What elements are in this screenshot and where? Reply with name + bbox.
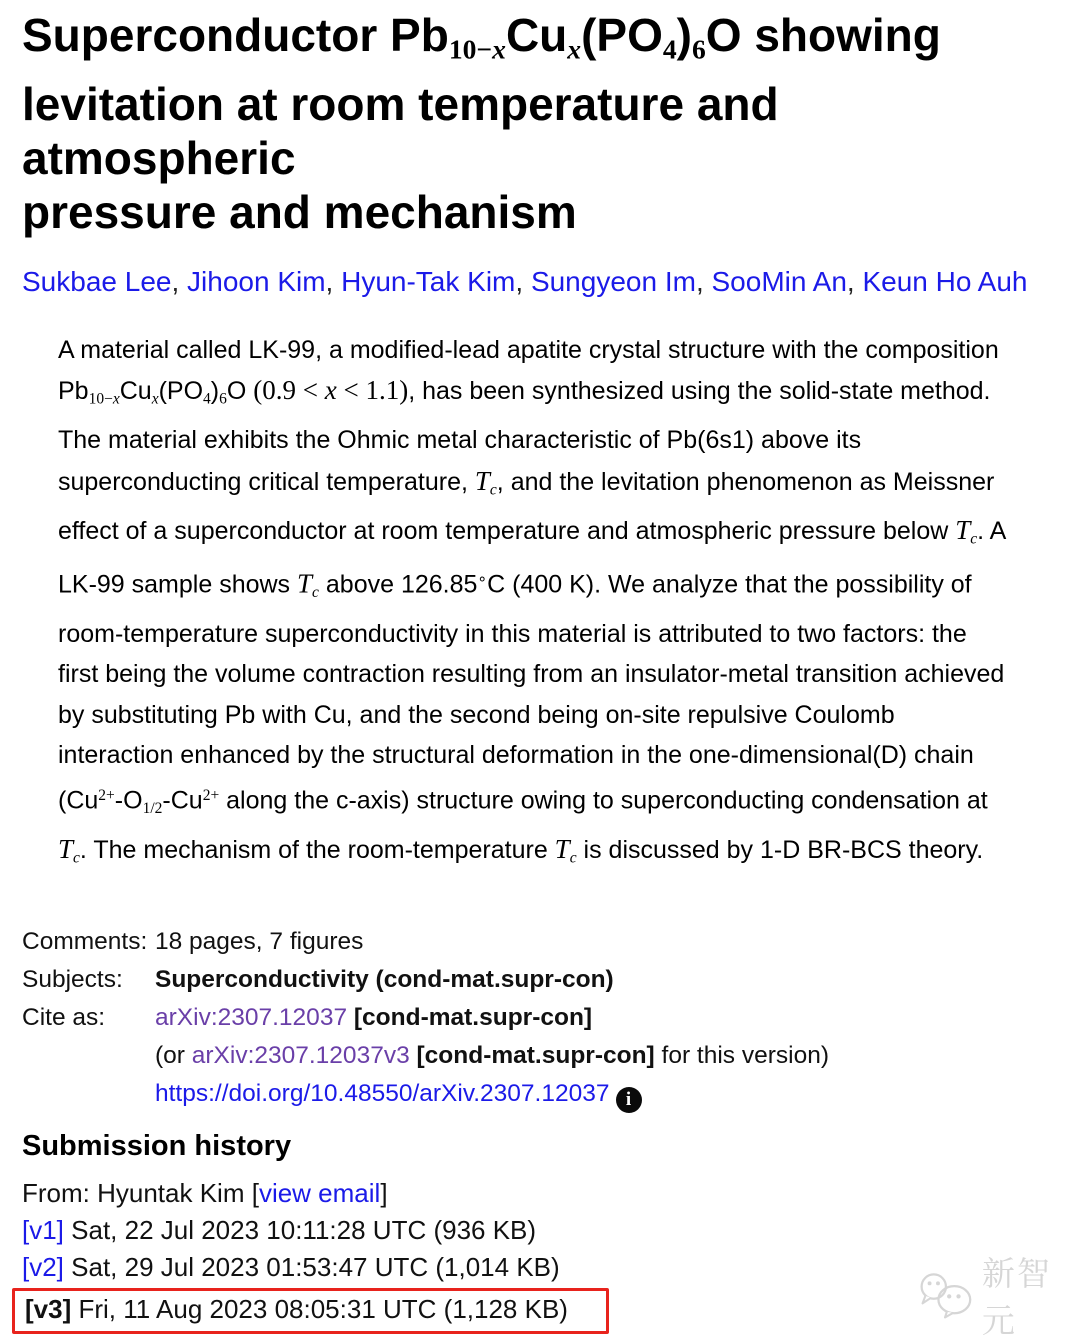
metadata-row bbox=[22, 999, 1052, 1037]
author-list: Sukbae Lee, Jihoon Kim, Hyun-Tak Kim, Sungyeon Im, SooMin An, Keun Ho Auh bbox=[22, 265, 1028, 297]
link[interactable]: arXiv:2307.12037 bbox=[155, 1003, 348, 1031]
info-icon[interactable]: i bbox=[616, 1087, 642, 1113]
metadata-value: arXiv:2307.12037 [cond-mat.supr-con] bbox=[155, 1003, 593, 1031]
watermark-text: 新智元 bbox=[981, 1255, 1052, 1339]
metadata-value bbox=[155, 1075, 1052, 1113]
link[interactable]: [v1] bbox=[22, 1214, 64, 1245]
version-line bbox=[22, 1286, 1052, 1334]
metadata-row bbox=[22, 1075, 1052, 1113]
version-line: [v1] Sat, 22 Jul 2023 10:11:28 UTC (936 KB) bbox=[22, 1214, 537, 1245]
version-line: [v2] Sat, 29 Jul 2023 01:53:47 UTC (1,014 KB) bbox=[22, 1251, 560, 1282]
highlight-box: [v3] Fri, 11 Aug 2023 08:05:31 UTC (1,128 KB) bbox=[12, 1288, 609, 1334]
metadata-label bbox=[22, 1075, 155, 1113]
version-list bbox=[22, 1212, 1052, 1334]
metadata-label: Cite as: bbox=[22, 1003, 106, 1031]
submitter-line: From: Hyuntak Kim [view email] bbox=[22, 1177, 388, 1208]
link[interactable]: [v2] bbox=[22, 1251, 64, 1282]
watermark bbox=[916, 1248, 1080, 1342]
chat-bubbles-icon bbox=[916, 1269, 976, 1321]
metadata-row bbox=[22, 1037, 1052, 1075]
metadata-label bbox=[22, 1037, 155, 1075]
author-link[interactable]: Keun Ho Auh bbox=[862, 265, 1028, 297]
metadata-row bbox=[22, 923, 1052, 961]
author-link[interactable]: Jihoon Kim bbox=[187, 265, 326, 297]
submission-history-heading: Submission history bbox=[22, 1129, 292, 1162]
metadata-value: (or arXiv:2307.12037v3 [cond-mat.supr-con] for this version) bbox=[155, 1041, 829, 1069]
author-link[interactable]: Hyun-Tak Kim bbox=[341, 265, 516, 297]
metadata-label: Comments: bbox=[22, 927, 148, 955]
link[interactable]: arXiv:2307.12037v3 bbox=[191, 1041, 410, 1069]
author-link[interactable]: Sungyeon Im bbox=[530, 265, 696, 297]
metadata-value: 18 pages, 7 figures bbox=[155, 927, 364, 955]
metadata-label: Subjects: bbox=[22, 965, 123, 993]
metadata-row bbox=[22, 961, 1052, 999]
abstract-text: A material called LK-99, a modified-lead apatite crystal structure with the composition Pb10−xCux(PO4)6O (0.9 < x < 1.1), has been synthesized using the solid-state method. The material exhibits the Ohmic metal characteristic of Pb(6s1) above its superconducting critical temperature, Tc, and the levitation phenomenon as Meissner effect of a superconductor at room temperature and atmospheric pressure below Tc. A LK-99 sample shows Tc above 126.85∘C (400 K). We analyze that the possibility of room-temperature superconductivity in this material is attributed to two factors: the first being the volume contraction resulting from an insulator-metal transition achieved by substituting Pb with Cu, and the second being on-site repulsive Coulomb interaction enhanced by the structural deformation in the one-dimensional(D) chain ($Cu^{2+}-O1/2-Cu^{2+}$ along the c-axis) structure owing to superconducting condensation at Tc. The mechanism of the room-temperature Tc is discussed by 1-D BR-BCS theory. bbox=[58, 335, 1005, 867]
page-title: Superconductor Pb10−xCux(PO4)6O showing levitation at room temperature and atmospheric pressure and mechanism bbox=[22, 9, 941, 238]
author-link[interactable]: SooMin An bbox=[711, 265, 847, 297]
metadata-value: Superconductivity (cond-mat.supr-con) bbox=[155, 965, 614, 993]
author-link[interactable]: Sukbae Lee bbox=[22, 265, 172, 297]
metadata-table bbox=[22, 923, 1052, 1113]
link[interactable]: https://doi.org/10.48550/arXiv.2307.12037 bbox=[155, 1079, 610, 1107]
link[interactable]: view email bbox=[258, 1177, 381, 1208]
